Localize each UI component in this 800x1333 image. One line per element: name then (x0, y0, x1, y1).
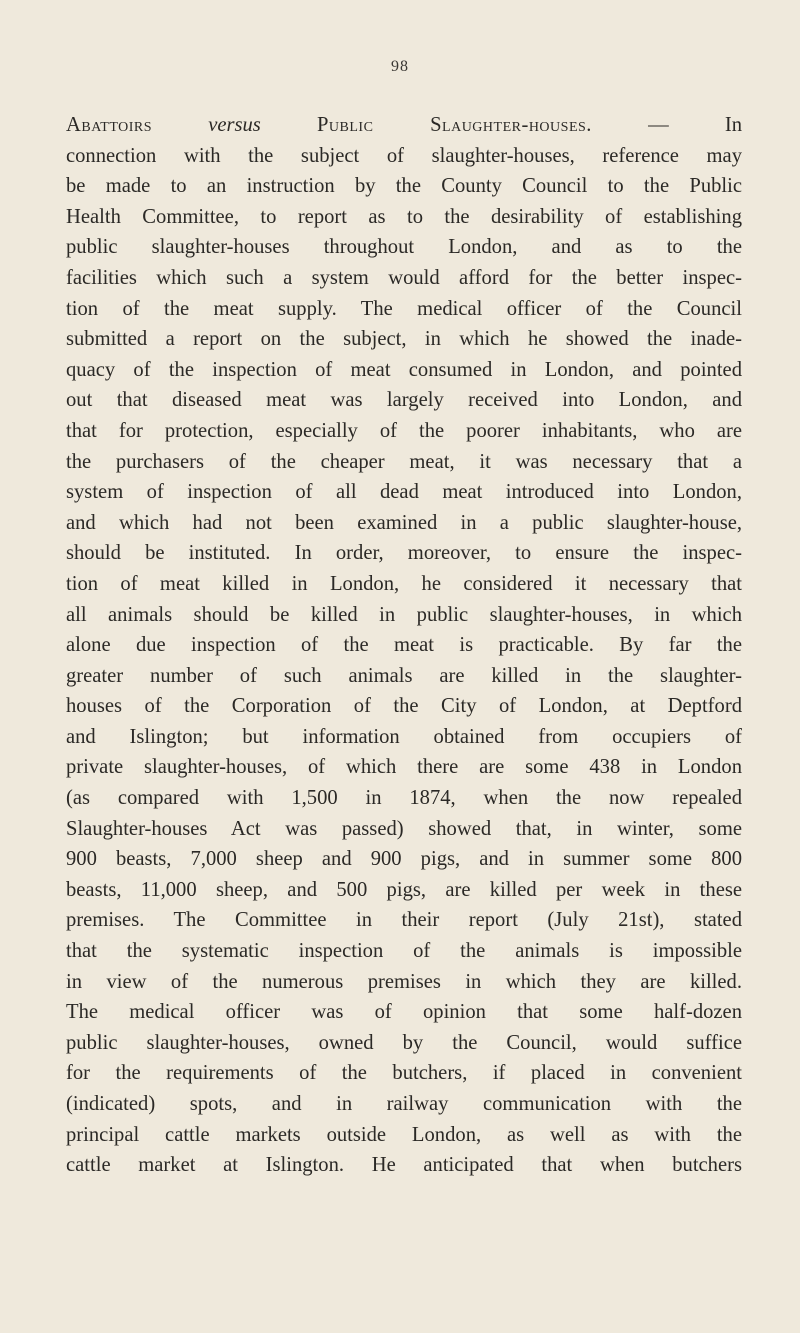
text-line: public slaughter-houses throughout London, and as to the (66, 236, 742, 259)
text-line: facilities which such a system would afford for the better inspec- (66, 266, 742, 289)
text-line: for the requirements of the butchers, if placed in convenient (66, 1062, 742, 1085)
text-line: tion of meat killed in London, he considered it necessary that (66, 572, 742, 595)
heading-line (66, 110, 742, 141)
text-line: that the systematic inspection of the animals is impossible (66, 940, 742, 963)
text-line: and Islington; but information obtained from occupiers of (66, 725, 742, 748)
text-line: 900 beasts, 7,000 sheep and 900 pigs, and in summer some 800 (66, 848, 742, 871)
heading-dash: — In (591, 114, 742, 136)
text-line: houses of the Corporation of the City of London, at Deptford (66, 695, 742, 718)
text-line: public slaughter-houses, owned by the Council, would suffice (66, 1031, 742, 1054)
text-line: all animals should be killed in public slaughter-houses, in which (66, 603, 742, 626)
text-line: tion of the meat supply. The medical officer of the Council (66, 297, 742, 320)
heading-versus: versus (208, 114, 261, 136)
text-line: submitted a report on the subject, in which he showed the inade- (66, 328, 742, 351)
text-line: that for protection, especially of the poorer inhabitants, who are (66, 419, 742, 442)
text-line: Health Committee, to report as to the desirability of establishing (66, 205, 742, 228)
text-line: premises. The Committee in their report (July 21st), stated (66, 909, 742, 932)
text-line: should be instituted. In order, moreover, to ensure the inspec- (66, 542, 742, 565)
text-line: out that diseased meat was largely received into London, and (66, 389, 742, 412)
text-line: The medical officer was of opinion that some half-dozen (66, 1001, 742, 1024)
heading-abattoirs: Abattoirs (66, 114, 153, 136)
heading-public-slaughter-houses: Public Slaughter-houses. (316, 114, 592, 136)
text-line: (indicated) spots, and in railway communication with the (66, 1093, 742, 1115)
text-line: principal cattle markets outside London, as well as with the (66, 1123, 742, 1146)
text-line: in view of the numerous premises in which they are killed. (66, 970, 742, 993)
text-line: system of inspection of all dead meat introduced into London, (66, 481, 742, 504)
text-line: cattle market at Islington. He anticipated that when butchers (66, 1154, 742, 1177)
text-line: connection with the subject of slaughter-houses, reference may (66, 144, 742, 167)
text-line: quacy of the inspection of meat consumed in London, and pointed (66, 358, 742, 381)
text-line: beasts, 11,000 sheep, and 500 pigs, are killed per week in these (66, 878, 742, 901)
text-line: and which had not been examined in a public slaughter-house, (66, 511, 742, 534)
text-line: Slaughter-houses Act was passed) showed that, in winter, some (66, 817, 742, 840)
text-line: alone due inspection of the meat is practicable. By far the (66, 634, 742, 657)
text-line: greater number of such animals are killed in the slaughter- (66, 664, 742, 687)
text-line: (as compared with 1,500 in 1874, when the now repealed (66, 787, 742, 810)
text-line: private slaughter-houses, of which there are some 438 in London (66, 756, 742, 779)
text-line: the purchasers of the cheaper meat, it was necessary that a (66, 450, 742, 473)
text-line: be made to an instruction by the County Council to the Public (66, 175, 742, 198)
body-text (66, 110, 742, 1181)
page-number: 98 (391, 58, 409, 75)
